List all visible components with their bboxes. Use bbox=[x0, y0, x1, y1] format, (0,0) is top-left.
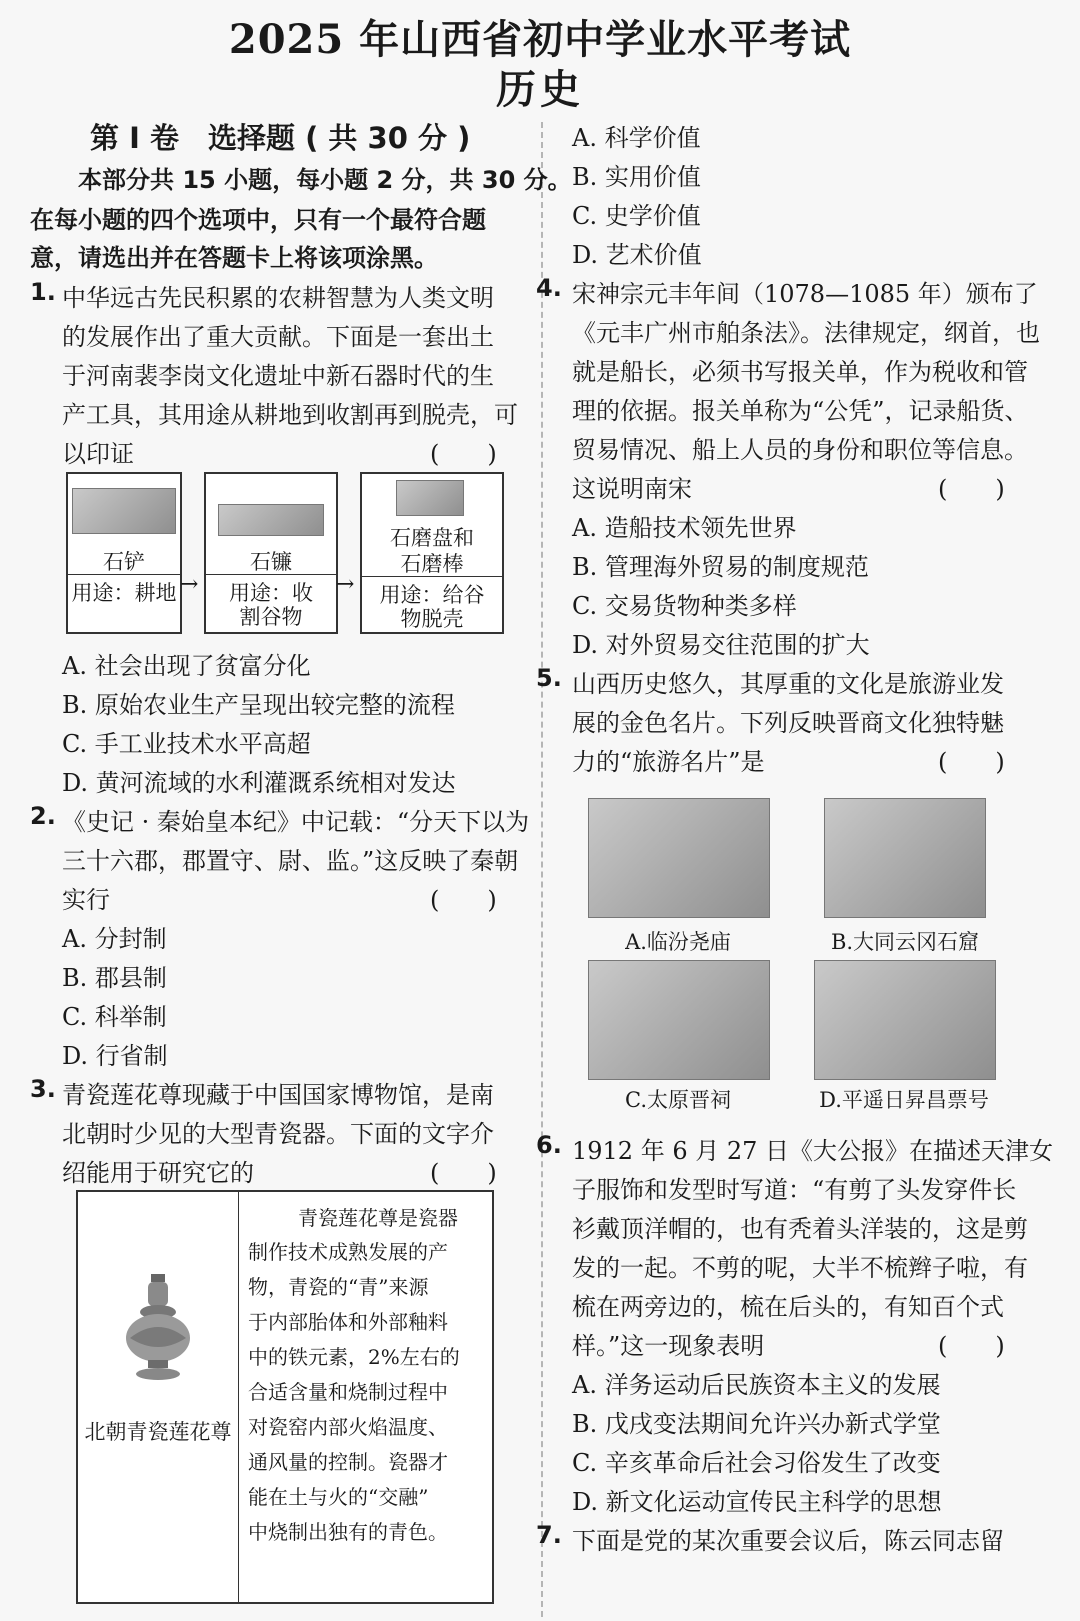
question-number: 7. bbox=[536, 1521, 562, 1549]
q2-option[interactable]: C. 科举制 bbox=[62, 1003, 167, 1031]
section-title: 第 Ⅰ 卷 选择题 ( 共 30 分 ) bbox=[90, 121, 471, 155]
section-intro-2: 在每小题的四个选项中，只有一个最符合题 bbox=[30, 206, 486, 234]
q1-text-line: 以印证 bbox=[62, 440, 134, 468]
image-caption: D.平遥日昇昌票号 bbox=[819, 1088, 989, 1112]
q3-text-line: 青瓷莲花尊现藏于中国国家博物馆，是南 bbox=[62, 1081, 494, 1109]
q7-text-line: 下面是党的某次重要会议后，陈云同志留 bbox=[572, 1527, 1004, 1555]
q3-option[interactable]: C. 史学价值 bbox=[572, 202, 701, 230]
exam-title: 2025 年山西省初中学业水平考试 bbox=[228, 16, 852, 63]
q3-option[interactable]: D. 艺术价值 bbox=[572, 241, 702, 269]
stone-shovel-image bbox=[72, 488, 176, 534]
q4-option[interactable]: B. 管理海外贸易的制度规范 bbox=[572, 553, 869, 581]
stone-sickle-image bbox=[218, 504, 324, 536]
jinci-temple-image[interactable] bbox=[588, 960, 770, 1080]
q1-text-line: 于河南裴李岗文化遗址中新石器时代的生 bbox=[62, 362, 494, 390]
q3-text-line: 绍能用于研究它的 bbox=[62, 1159, 254, 1187]
arrow-icon: → bbox=[336, 572, 355, 597]
yungang-grottoes-image[interactable] bbox=[824, 798, 986, 918]
question-number: 2. bbox=[30, 802, 56, 830]
column-divider bbox=[541, 122, 543, 1617]
q2-option[interactable]: A. 分封制 bbox=[62, 925, 167, 953]
rishengchang-bank-image[interactable] bbox=[814, 960, 996, 1080]
celadon-lotus-vessel-image bbox=[122, 1272, 194, 1382]
q3-material-line: 中的铁元素，2%左右的 bbox=[248, 1345, 460, 1369]
tool-card-sickle bbox=[204, 472, 338, 634]
image-caption: C.太原晋祠 bbox=[625, 1088, 731, 1112]
q3-material-line: 制作技术成熟发展的产 bbox=[248, 1240, 448, 1264]
answer-parenthesis: ( ) bbox=[938, 475, 1005, 503]
tool-name: 石磨棒 bbox=[400, 552, 464, 576]
q4-text-line: 宋神宗元丰年间（1078—1085 年）颁布了 bbox=[572, 280, 1038, 308]
q1-option[interactable]: C. 手工业技术水平高超 bbox=[62, 730, 311, 758]
q6-option[interactable]: B. 戊戌变法期间允许兴办新式学堂 bbox=[572, 1410, 941, 1438]
q3-text-line: 北朝时少见的大型青瓷器。下面的文字介 bbox=[62, 1120, 494, 1148]
arrow-icon: → bbox=[180, 572, 199, 597]
q3-option[interactable]: B. 实用价值 bbox=[572, 163, 701, 191]
tool-name: 石铲 bbox=[103, 550, 145, 574]
answer-parenthesis: ( ) bbox=[430, 440, 497, 468]
q6-text-line: 1912 年 6 月 27 日《大公报》在描述天津女 bbox=[572, 1137, 1054, 1165]
q3-option[interactable]: A. 科学价值 bbox=[572, 124, 701, 152]
q3-material-table bbox=[76, 1190, 494, 1604]
q2-option[interactable]: D. 行省制 bbox=[62, 1042, 168, 1070]
answer-parenthesis: ( ) bbox=[938, 748, 1005, 776]
q2-text-line: 实行 bbox=[62, 886, 110, 914]
answer-parenthesis: ( ) bbox=[430, 1159, 497, 1187]
image-caption: B.大同云冈石窟 bbox=[830, 930, 980, 954]
q3-material-line: 合适含量和烧制过程中 bbox=[248, 1380, 448, 1404]
q6-text-line: 样。”这一现象表明 bbox=[572, 1332, 765, 1360]
q1-text-line: 的发展作出了重大贡献。下面是一套出土 bbox=[62, 323, 494, 351]
q6-text-line: 梳在两旁边的，梳在后头的，有知百个式 bbox=[572, 1293, 1004, 1321]
q4-text-line: 就是船长，必须书写报关单，作为税收和管 bbox=[572, 358, 1028, 386]
q3-material-line: 对瓷窑内部火焰温度、 bbox=[248, 1415, 448, 1439]
tool-name: 石镰 bbox=[250, 550, 292, 574]
tool-card-grinder bbox=[360, 472, 504, 634]
tool-use: 用途：耕地 bbox=[68, 574, 180, 607]
q3-material-line: 中烧制出独有的青色。 bbox=[248, 1520, 448, 1544]
q6-text-line: 发的一起。不剪的呢，大半不梳辫子啦，有 bbox=[572, 1254, 1028, 1282]
question-number: 1. bbox=[30, 278, 56, 306]
q1-text-line: 产工具，其用途从耕地到收割再到脱壳，可 bbox=[62, 401, 518, 429]
q3-material-line: 通风量的控制。瓷器才 bbox=[248, 1450, 448, 1474]
q3-material-line: 物，青瓷的“青”来源 bbox=[248, 1275, 429, 1299]
q5-text-line: 山西历史悠久，其厚重的文化是旅游业发 bbox=[572, 670, 1004, 698]
exam-subject: 历史 bbox=[496, 66, 584, 113]
grinding-stone-image bbox=[396, 480, 464, 516]
q5-text-line: 力的“旅游名片”是 bbox=[572, 748, 765, 776]
answer-parenthesis: ( ) bbox=[938, 1332, 1005, 1360]
q3-material-line: 青瓷莲花尊是瓷器 bbox=[298, 1206, 458, 1230]
question-number: 6. bbox=[536, 1131, 562, 1159]
q1-text-line: 中华远古先民积累的农耕智慧为人类文明 bbox=[62, 284, 494, 312]
question-number: 5. bbox=[536, 664, 562, 692]
q4-option[interactable]: D. 对外贸易交往范围的扩大 bbox=[572, 631, 870, 659]
answer-parenthesis: ( ) bbox=[430, 886, 497, 914]
vessel-caption: 北朝青瓷莲花尊 bbox=[84, 1420, 232, 1444]
q6-option[interactable]: C. 辛亥革命后社会习俗发生了改变 bbox=[572, 1449, 941, 1477]
q5-text-line: 展的金色名片。下列反映晋商文化独特魅 bbox=[572, 709, 1004, 737]
q6-text-line: 子服饰和发型时写道：“有剪了头发穿件长 bbox=[572, 1176, 1017, 1204]
q3-material-line: 于内部胎体和外部釉料 bbox=[248, 1310, 448, 1334]
q4-text-line: 《元丰广州市舶条法》。法律规定，纲首，也 bbox=[572, 319, 1040, 347]
section-intro-3: 意，请选出并在答题卡上将该项涂黑。 bbox=[30, 244, 438, 272]
question-number: 3. bbox=[30, 1075, 56, 1103]
tool-use: 物脱壳 bbox=[400, 607, 464, 631]
image-caption: A.临汾尧庙 bbox=[625, 930, 731, 954]
q6-text-line: 衫戴顶洋帽的，也有秃着头洋装的，这是剪 bbox=[572, 1215, 1028, 1243]
question-number: 4. bbox=[536, 274, 562, 302]
q2-text-line: 《史记 · 秦始皇本纪》中记载：“分天下以为 bbox=[62, 808, 530, 836]
q1-option[interactable]: B. 原始农业生产呈现出较完整的流程 bbox=[62, 691, 455, 719]
q4-text-line: 理的依据。报关单称为“公凭”，记录船货、 bbox=[572, 397, 1029, 425]
q4-text-line: 贸易情况、船上人员的身份和职位等信息。 bbox=[572, 436, 1028, 464]
q1-option[interactable]: A. 社会出现了贫富分化 bbox=[62, 652, 311, 680]
linfen-yao-temple-image[interactable] bbox=[588, 798, 770, 918]
q1-option[interactable]: D. 黄河流域的水利灌溉系统相对发达 bbox=[62, 769, 456, 797]
q2-option[interactable]: B. 郡县制 bbox=[62, 964, 167, 992]
section-intro-1: 本部分共 15 小题，每小题 2 分，共 30 分。 bbox=[78, 166, 572, 194]
q6-option[interactable]: A. 洋务运动后民族资本主义的发展 bbox=[572, 1371, 941, 1399]
q4-option[interactable]: A. 造船技术领先世界 bbox=[572, 514, 797, 542]
tool-use: 割谷物 bbox=[239, 605, 303, 629]
tool-use: 用途：给谷 bbox=[362, 576, 502, 609]
table-divider bbox=[238, 1192, 239, 1602]
tool-use: 用途：收 bbox=[206, 574, 336, 607]
q3-material-line: 能在土与火的“交融” bbox=[248, 1485, 429, 1509]
q6-option[interactable]: D. 新文化运动宣传民主科学的思想 bbox=[572, 1488, 942, 1516]
q4-text-line: 这说明南宋 bbox=[572, 475, 692, 503]
q4-option[interactable]: C. 交易货物种类多样 bbox=[572, 592, 797, 620]
tool-card-shovel bbox=[66, 472, 182, 634]
tool-name: 石磨盘和 bbox=[390, 526, 474, 550]
q2-text-line: 三十六郡，郡置守、尉、监。”这反映了秦朝 bbox=[62, 847, 519, 875]
